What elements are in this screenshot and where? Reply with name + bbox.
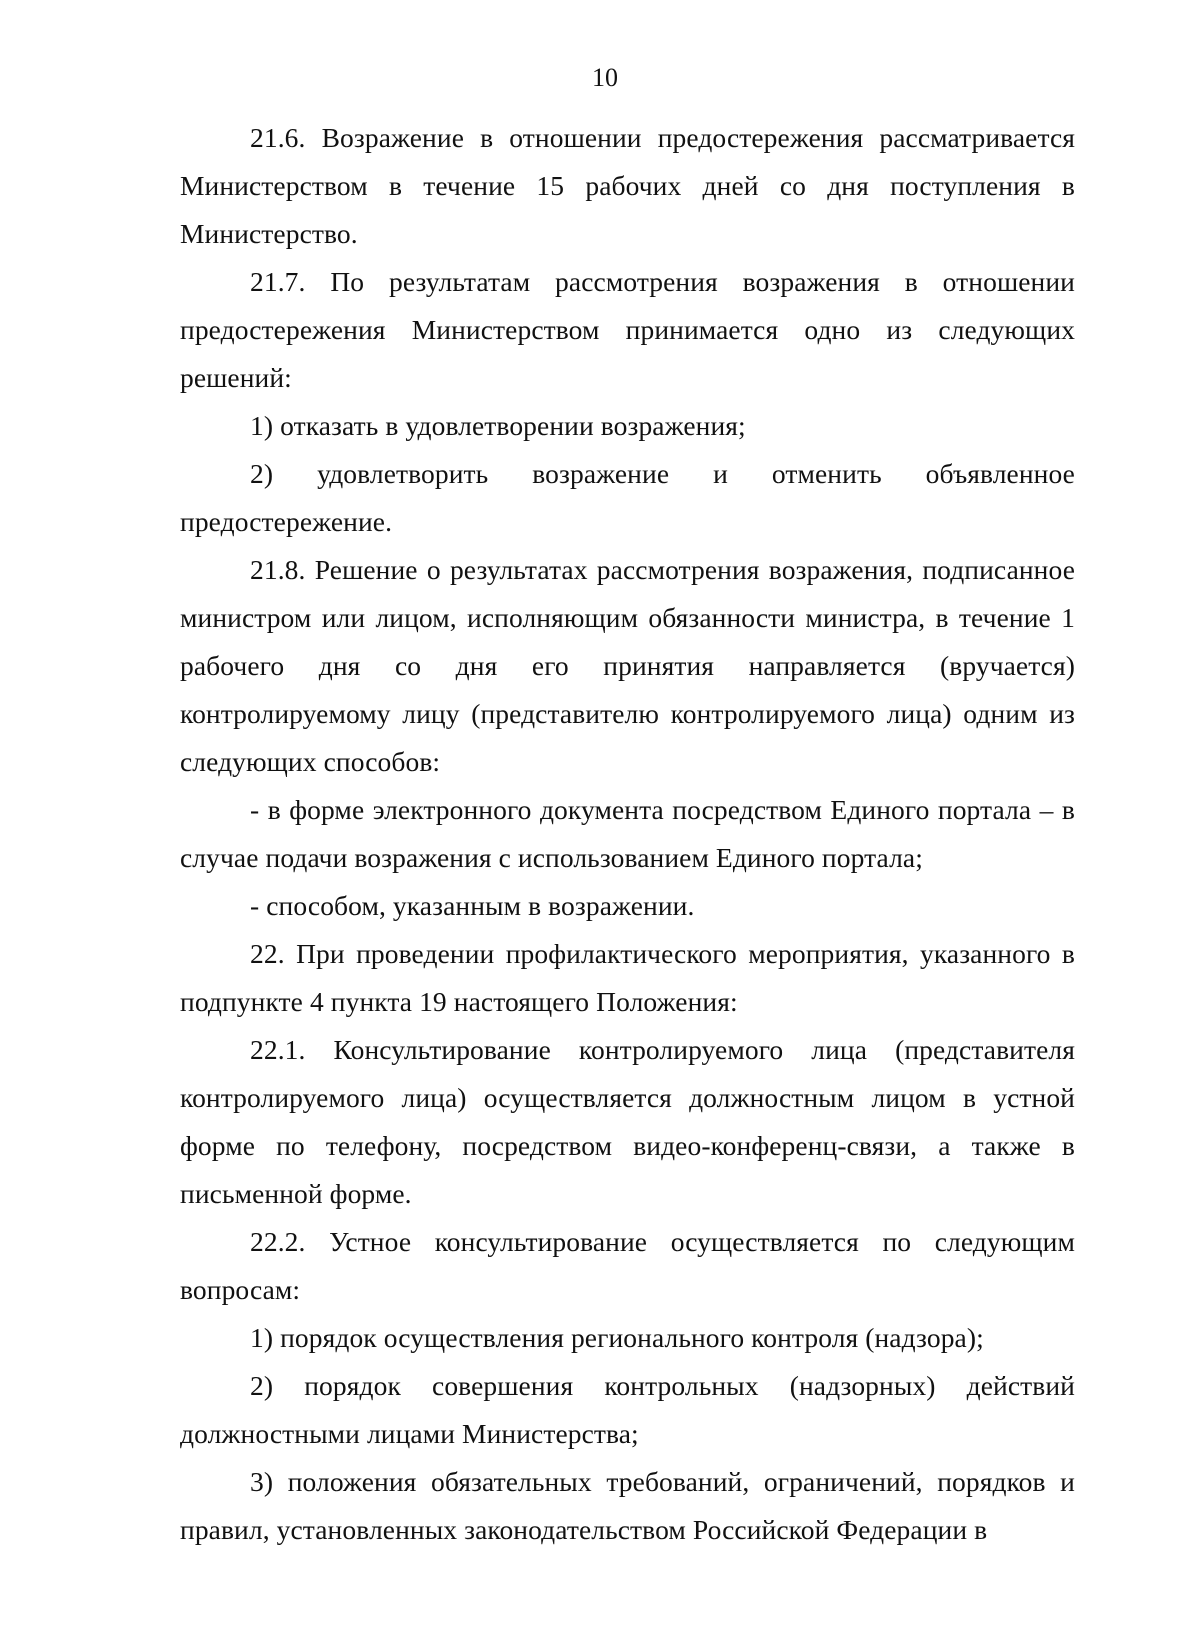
page-number: 10 <box>592 63 618 92</box>
list-item-control-order: 1) порядок осуществления регионального контроля (надзора); <box>250 1322 984 1353</box>
list-item-electronic: - в форме электронного документа посредством Единого портала – в случае подачи возражения с использованием Единого портала; <box>180 794 1075 873</box>
list-item-actions-order: 2) порядок совершения контрольных (надзорных) действий должностными лицами Министерства; <box>180 1370 1075 1449</box>
paragraph-21-6: 21.6. Возражение в отношении предостережения рассматривается Министерством в течение 15 рабочих дней со дня поступления в Министерство. <box>180 122 1075 249</box>
document-body <box>180 114 1075 1554</box>
list-item-other-method: - способом, указанным в возражении. <box>250 890 695 921</box>
paragraph-21-7: 21.7. По результатам рассмотрения возражения в отношении предостережения Министерством принимается одно из следующих решений: <box>180 266 1075 393</box>
paragraph-22-1: 22.1. Консультирование контролируемого лица (представителя контролируемого лица) осуществляется должностным лицом в устной форме по телефону, посредством видео-конференц-связи, а также в письменной форме. <box>180 1034 1075 1209</box>
paragraph-22: 22. При проведении профилактического мероприятия, указанного в подпункте 4 пункта 19 настоящего Положения: <box>180 938 1075 1017</box>
list-item-requirements: 3) положения обязательных требований, ограничений, порядков и правил, установленных законодательством Российской Федерации в <box>180 1466 1075 1545</box>
list-item-satisfy: 2) удовлетворить возражение и отменить объявленное предостережение. <box>180 458 1075 537</box>
paragraph-21-8: 21.8. Решение о результатах рассмотрения возражения, подписанное министром или лицом, исполняющим обязанности министра, в течение 1 рабочего дня со дня его принятия направляется (вручается) контролируемому лицу (представителю контролируемого лица) одним из следующих способов: <box>180 554 1075 777</box>
list-item-refuse: 1) отказать в удовлетворении возражения; <box>250 410 746 441</box>
paragraph-22-2: 22.2. Устное консультирование осуществляется по следующим вопросам: <box>180 1226 1075 1305</box>
